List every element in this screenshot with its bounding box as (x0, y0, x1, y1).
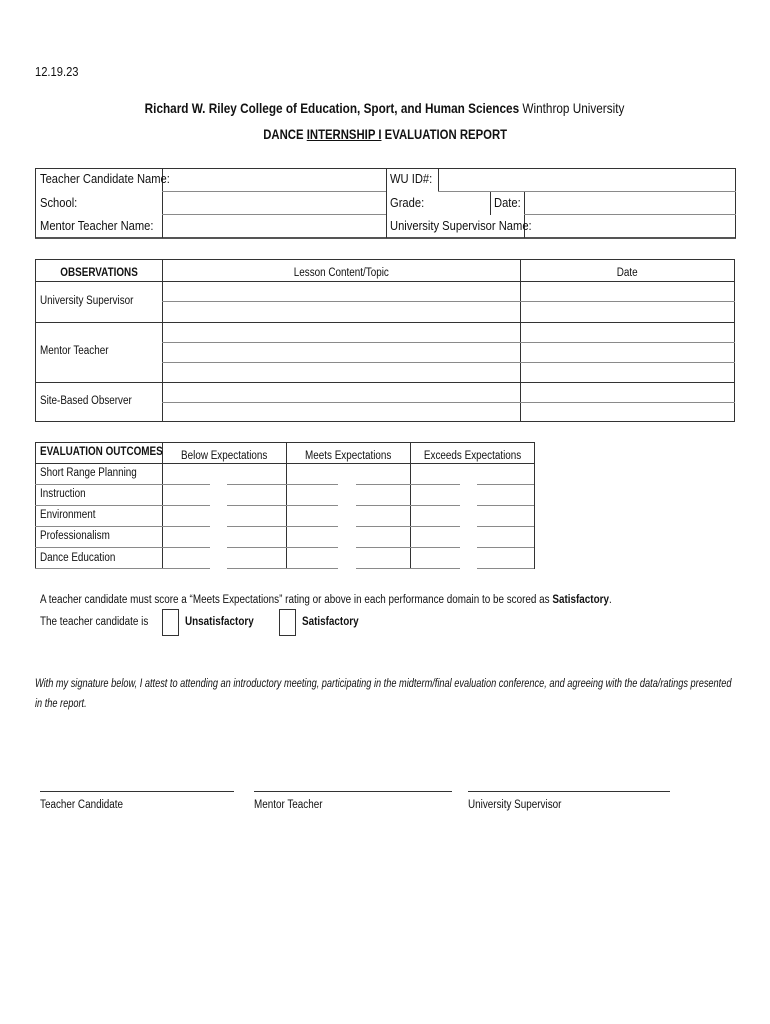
date-stamp: 12.19.23 (35, 64, 79, 79)
mentor-name-label: Mentor Teacher Name: (40, 218, 154, 233)
supervisor-signature-line[interactable] (468, 791, 670, 792)
candidate-name-label: Teacher Candidate Name: (40, 171, 170, 186)
outcome-instruction: Instruction (40, 488, 86, 500)
satisfactory-emphasis: Satisfactory (552, 594, 609, 606)
mentor-signature-line[interactable] (254, 791, 452, 792)
satisfactory-checkbox[interactable] (279, 609, 296, 636)
observer-mentor-teacher: Mentor Teacher (40, 345, 109, 357)
outcome-environment: Environment (40, 509, 96, 521)
meets-expectations-checkboxes[interactable] (338, 464, 356, 568)
exceeds-expectations-checkboxes[interactable] (460, 464, 477, 568)
unsatisfactory-label: Unsatisfactory (185, 616, 254, 628)
attestation-line-2: in the report. (35, 698, 87, 710)
supervisor-signature-label: University Supervisor (468, 799, 562, 811)
observer-site-based: Site-Based Observer (40, 395, 132, 407)
outcome-dance-education: Dance Education (40, 552, 116, 564)
below-expectations-checkboxes[interactable] (210, 464, 227, 568)
grade-label: Grade: (390, 195, 425, 210)
below-expectations-header: Below Expectations (181, 450, 268, 462)
meets-expectations-header: Meets Expectations (305, 450, 392, 462)
candidate-name-field[interactable] (164, 170, 385, 190)
observer-university-supervisor: University Supervisor (40, 295, 134, 307)
date-label: Date: (494, 195, 521, 210)
report-title: DANCE INTERNSHIP I EVALUATION REPORT (263, 127, 507, 142)
wuid-label: WU ID#: (390, 171, 433, 186)
attestation-line-1: With my signature below, I attest to attending an introductory meeting, participating in the midterm/final evaluation conference, and agreeing with the data/ratings presented (35, 678, 732, 690)
title-underlined: INTERNSHIP I (306, 127, 382, 142)
candidate-signature-line[interactable] (40, 791, 234, 792)
school-field[interactable] (164, 193, 385, 213)
outcome-professionalism: Professionalism (40, 530, 110, 542)
lesson-topic-header: Lesson Content/Topic (293, 267, 390, 279)
supervisor-name-label: University Supervisor Name: (390, 218, 532, 233)
score-note: A teacher candidate must score a “Meets Expectations” rating or above in each performance domain to be scored as Satisfactory. (40, 594, 612, 606)
outcomes-header: EVALUATION OUTCOMES (40, 446, 163, 458)
exceeds-expectations-header: Exceeds Expectations (423, 450, 522, 462)
college-name: Richard W. Riley College of Education, Sport, and Human Sciences (145, 100, 520, 116)
grade-field[interactable] (440, 193, 489, 213)
university-name: Winthrop University (522, 100, 625, 116)
date-field[interactable] (526, 193, 734, 213)
wuid-field[interactable] (440, 170, 734, 190)
candidate-is-label: The teacher candidate is (40, 616, 149, 628)
observations-header: OBSERVATIONS (60, 267, 138, 279)
outcome-short-range-planning: Short Range Planning (40, 467, 137, 479)
satisfactory-label: Satisfactory (302, 616, 359, 628)
school-label: School: (40, 195, 78, 210)
header (0, 100, 770, 118)
mentor-signature-label: Mentor Teacher (254, 799, 323, 811)
date-header: Date (617, 267, 638, 279)
unsatisfactory-checkbox[interactable] (162, 609, 179, 636)
mentor-name-field[interactable] (164, 216, 385, 236)
candidate-signature-label: Teacher Candidate (40, 799, 124, 811)
supervisor-name-field[interactable] (526, 216, 734, 236)
